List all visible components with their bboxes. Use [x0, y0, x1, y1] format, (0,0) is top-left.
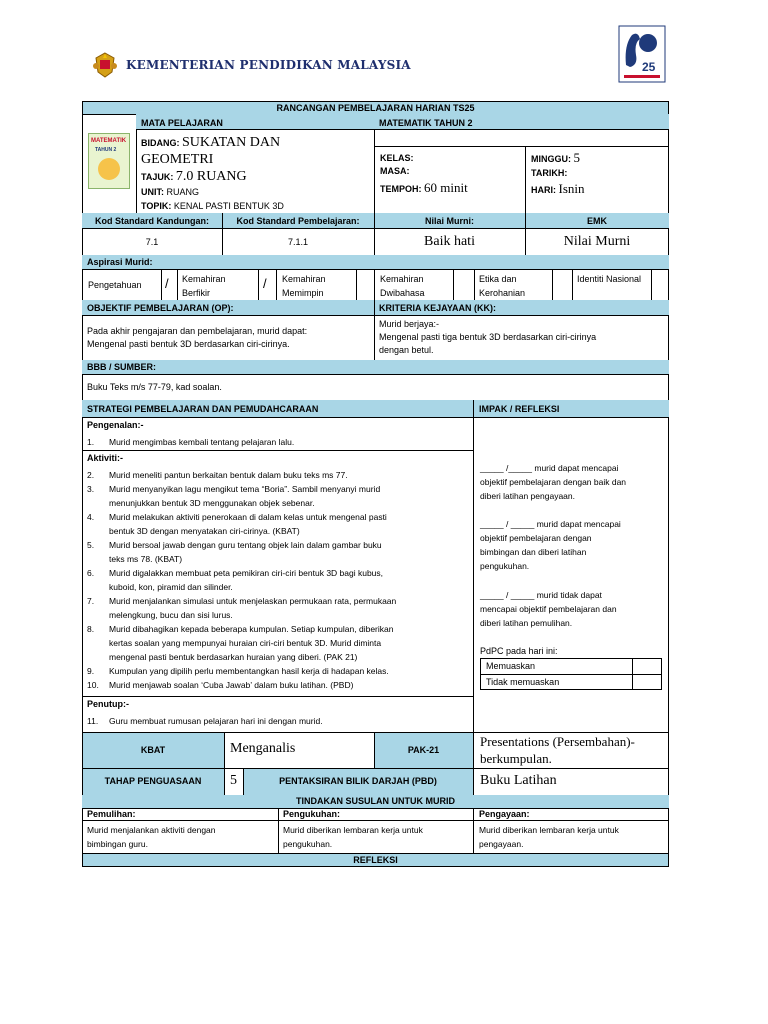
form-title-bar: [82, 101, 669, 115]
pdpc-option-memuaskan: Memuaskan: [486, 661, 536, 671]
topik-field: TOPIK: KENAL PASTI BENTUK 3D: [141, 201, 284, 211]
aktiviti-line: 2. Murid meneliti pantun berkaitan bentuk dalam buku teks ms 77.: [87, 470, 348, 480]
aspirasi-header-bar: [82, 255, 669, 270]
refleksi-label: REFLEKSI: [353, 855, 398, 865]
minggu-field: MINGGU: 5: [531, 150, 581, 165]
kelas-label: KELAS:: [380, 153, 414, 163]
pak-label: PAK-21: [407, 745, 440, 755]
divider: [224, 768, 225, 796]
tarikh-label: TARIKH:: [531, 168, 568, 178]
malaysia-crest-icon: [90, 50, 120, 80]
mata-pelajaran-value: MATEMATIK TAHUN 2: [379, 118, 473, 128]
aktiviti-line: mengenal pasti bentuk berdasarkan huraian yang diberi. (PAK 21): [109, 652, 358, 662]
tempoh-field: TEMPOH: 60 minit: [380, 180, 468, 195]
aspirasi-item-1: Kemahiran Berfikir: [182, 274, 226, 298]
kbat-label: KBAT: [140, 745, 166, 755]
divider: [473, 808, 474, 854]
mata-pelajaran-label: MATA PELAJARAN: [141, 118, 223, 128]
std-header-0: Kod Standard Kandungan:: [95, 216, 209, 226]
impak-para-1: _____ /_____ murid dapat mencapai objektif pembelajaran dengan baik dan diberi latihan pengayaan.: [480, 463, 627, 501]
objektif-text: Pada akhir pengajaran dan pembelajaran, murid dapat: Mengenal pasti bentuk 3D berdasarkan ciri-cirinya.: [87, 326, 308, 349]
divider: [473, 768, 474, 796]
aspirasi-item-3: Kemahiran Dwibahasa: [380, 274, 425, 298]
ministry-name: KEMENTERIAN PENDIDIKAN MALAYSIA: [126, 58, 411, 72]
aktiviti-line: kertas soalan yang mempunyai huraian ciri-ciri bentuk 3D. Murid diminta: [109, 638, 382, 648]
pemulihan-text: Murid menjalankan aktiviti dengan bimbingan guru.: [87, 825, 216, 849]
pengukuhan-label: Pengukuhan:: [283, 809, 341, 819]
divider: [572, 269, 573, 301]
objektif-label: OBJEKTIF PEMBELAJARAN (OP):: [87, 303, 234, 313]
aktiviti-line: 6. Murid digalakkan membuat peta pemikiran ciri-ciri bentuk 3D bagi kubus,: [87, 568, 384, 578]
cover-subtitle: TAHUN 2: [95, 147, 117, 153]
masa-label: MASA:: [380, 166, 410, 176]
pak-value: Presentations (Persembahan)- berkumpulan.: [480, 734, 635, 766]
aspirasi-check-2[interactable]: /: [263, 276, 267, 291]
aspirasi-label: Aspirasi Murid:: [87, 257, 153, 267]
aktiviti-line: melengkung, bucu dan sisi lurus.: [109, 610, 233, 620]
aspirasi-check-1[interactable]: /: [165, 276, 169, 291]
divider: [82, 450, 473, 451]
aktiviti-line: kuboid, kon, piramid dan silinder.: [109, 582, 233, 592]
logo-text: 25: [642, 60, 656, 74]
std-header-3: EMK: [587, 216, 607, 226]
aktiviti-line: menunjukkan bentuk 3D menggunakan objek sebenar.: [109, 498, 315, 508]
bbb-header-bar: [82, 360, 669, 375]
aspirasi-item-4: Etika dan Kerohanian: [479, 274, 526, 298]
tahap-label: TAHAP PENGUASAAN: [104, 776, 202, 786]
divider: [473, 732, 474, 769]
ts25-logo-icon: [618, 25, 666, 83]
divider: [374, 146, 669, 147]
std-value-2: Baik hati: [424, 234, 475, 249]
refleksi-bar: [82, 853, 669, 867]
aktiviti-line: 7. Murid menjalankan simulasi untuk menjelaskan permukaan rata, permukaan: [87, 596, 397, 606]
divider: [82, 820, 669, 821]
divider: [258, 269, 259, 301]
textbook-cover-image: [88, 133, 130, 189]
tahap-value: 5: [230, 773, 237, 788]
divider: [651, 269, 652, 301]
divider: [525, 146, 526, 214]
divider: [474, 269, 475, 301]
divider: [374, 300, 375, 361]
penutup-label: Penutup:-: [87, 699, 129, 709]
bidang-field: BIDANG: SUKATAN DAN: [141, 135, 281, 150]
aktiviti-line: teks ms 78. (KBAT): [109, 554, 183, 564]
pengenalan-item: 1. Murid mengimbas kembali tentang pelajaran lalu.: [87, 437, 295, 447]
aktiviti-line: 9. Kumpulan yang dipilih perlu membentangkan hasil kerja di hadapan kelas.: [87, 666, 389, 676]
bidang-value-line2: GEOMETRI: [141, 152, 214, 167]
kriteria-label: KRITERIA KEJAYAAN (KK):: [379, 303, 497, 313]
aktiviti-line: 5. Murid bersoal jawab dengan guru tentang objek lain dalam gambar buku: [87, 540, 382, 550]
divider: [224, 732, 225, 769]
aktiviti-line: 8. Murid dibahagikan kepada beberapa kumpulan. Setiap kumpulan, diberikan: [87, 624, 394, 634]
divider: [473, 400, 474, 733]
impak-para-2: _____ / _____ murid dapat mencapai objektif pembelajaran dengan bimbingan dan diberi latihan pengukuhan.: [480, 519, 621, 571]
std-value-0: 7.1: [145, 237, 159, 247]
aktiviti-list: [87, 468, 471, 692]
std-header-2: Nilai Murni:: [425, 216, 474, 226]
aktiviti-line: bentuk 3D dengan menyatakan ciri-cirinya. (KBAT): [109, 526, 300, 536]
pengayaan-label: Pengayaan:: [479, 809, 530, 819]
divider: [161, 269, 162, 301]
pbd-label: PENTAKSIRAN BILIK DARJAH (PBD): [279, 776, 437, 786]
pdpc-checkbox-memuaskan[interactable]: [633, 659, 661, 674]
divider: [177, 269, 178, 301]
tajuk-field: TAJUK: 7.0 RUANG: [141, 169, 247, 184]
strategi-label: STRATEGI PEMBELAJARAN DAN PEMUDAHCARAAN: [87, 404, 319, 414]
divider: [276, 269, 277, 301]
bbb-label: BBB / SUMBER:: [87, 362, 156, 372]
divider: [82, 696, 473, 697]
impak-para-3: _____ / _____ murid tidak dapat mencapai objektif pembelajaran dan diberi latihan pemulihan.: [480, 590, 617, 628]
std-value-1: 7.1.1: [287, 237, 309, 247]
pdpc-option-tidak-memuaskan: Tidak memuaskan: [486, 677, 560, 687]
divider: [552, 269, 553, 301]
bbb-text: Buku Teks m/s 77-79, kad soalan.: [87, 382, 222, 392]
std-value-3: Nilai Murni: [563, 234, 631, 249]
aktiviti-label: Aktiviti:-: [87, 453, 123, 463]
pdpc-checkbox-tidak-memuaskan[interactable]: [633, 675, 661, 690]
kriteria-text: Murid berjaya:- Mengenal pasti tiga bentuk 3D berdasarkan ciri-cirinya dengan betul.: [379, 319, 597, 355]
tindakan-label: TINDAKAN SUSULAN UNTUK MURID: [296, 796, 455, 806]
aspirasi-item-2: Kemahiran Memimpin: [282, 274, 326, 298]
divider: [356, 269, 357, 301]
pdpc-label: PdPC pada hari ini:: [480, 646, 558, 656]
aktiviti-line: 10. Murid menjawab soalan ‘Cuba Jawab’ dalam buku latihan. (PBD): [87, 680, 354, 690]
aktiviti-line: 3. Murid menyanyikan lagu mengikut tema “Boria”. Sambil menyanyi murid: [87, 484, 381, 494]
aktiviti-line: 4. Murid melakukan aktiviti penerokaan di dalam kelas untuk mengenal pasti: [87, 512, 387, 522]
penutup-item: 11. Guru membuat rumusan pelajaran hari ini dengan murid.: [87, 716, 323, 726]
cover-title: MATEMATIK: [91, 138, 127, 144]
aspirasi-item-5: Identiti Nasional: [577, 274, 642, 284]
pengukuhan-text: Murid diberikan lembaran kerja untuk pengukuhan.: [283, 825, 423, 849]
cover-character: [98, 158, 120, 180]
pbd-value: Buku Latihan: [480, 773, 557, 788]
ministry-header: [90, 50, 411, 80]
form-title: RANCANGAN PEMBELAJARAN HARIAN TS25: [276, 103, 475, 113]
impak-label: IMPAK / REFLEKSI: [479, 404, 560, 414]
pemulihan-label: Pemulihan:: [87, 809, 136, 819]
pengayaan-text: Murid diberikan lembaran kerja untuk pengayaan.: [479, 825, 619, 849]
divider: [374, 269, 375, 301]
divider: [278, 808, 279, 854]
divider: [453, 269, 454, 301]
aspirasi-item-0: Pengetahuan: [88, 280, 142, 290]
kbat-value: Menganalis: [230, 741, 296, 756]
hari-field: HARI: Isnin: [531, 181, 585, 196]
std-header-1: Kod Standard Pembelajaran:: [236, 216, 360, 226]
pengenalan-label: Pengenalan:-: [87, 420, 144, 430]
unit-field: UNIT: RUANG: [141, 187, 200, 197]
